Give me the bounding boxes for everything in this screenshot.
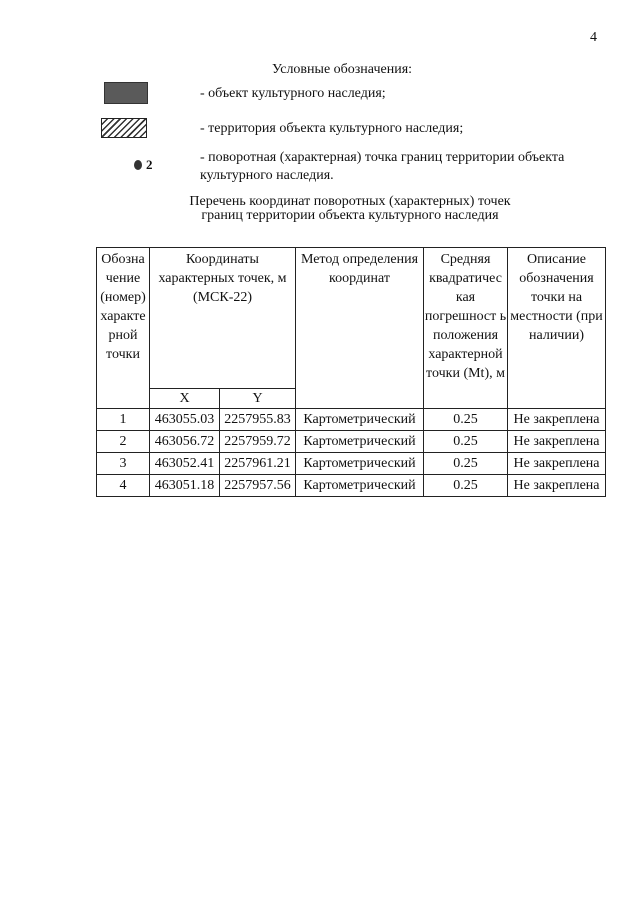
- cell-x: 463051.18: [150, 475, 220, 497]
- cell-error: 0.25: [424, 453, 508, 475]
- cell-y: 2257957.56: [220, 475, 296, 497]
- cell-y: 2257959.72: [220, 431, 296, 453]
- cell-method: Картометрический: [296, 431, 424, 453]
- table-row: [97, 475, 606, 497]
- header-error: Средняя квадратичес кая погрешност ь положения характерной точки (Mt), м: [424, 248, 508, 409]
- cell-description: Не закреплена: [508, 431, 606, 453]
- cell-method: Картометрический: [296, 409, 424, 431]
- table-row: [97, 409, 606, 431]
- cell-y: 2257961.21: [220, 453, 296, 475]
- cell-method: Картометрический: [296, 453, 424, 475]
- cell-y: 2257955.83: [220, 409, 296, 431]
- solid-fill-swatch-icon: [104, 82, 148, 104]
- cell-error: 0.25: [424, 409, 508, 431]
- cell-point-number: 2: [97, 431, 150, 453]
- legend-title: Условные обозначения:: [272, 62, 413, 77]
- list-title-line1: Перечень координат поворотных (характерных) точек: [189, 194, 511, 209]
- cell-description: Не закреплена: [508, 453, 606, 475]
- list-title: [100, 195, 600, 223]
- cell-description: Не закреплена: [508, 409, 606, 431]
- cell-x: 463056.72: [150, 431, 220, 453]
- cell-point-number: 4: [97, 475, 150, 497]
- point-marker-label: 2: [146, 157, 153, 172]
- cell-error: 0.25: [424, 475, 508, 497]
- table-row: [97, 453, 606, 475]
- hatched-swatch-icon: [101, 118, 147, 138]
- legend-text-point: [200, 149, 610, 185]
- header-point: Обозна чение (номер) характе рной точки: [97, 248, 150, 409]
- coordinates-table: [96, 247, 606, 497]
- cell-x: 463055.03: [150, 409, 220, 431]
- cell-description: Не закреплена: [508, 475, 606, 497]
- legend-text-territory: - территория объекта культурного наследия;: [200, 121, 464, 136]
- page-number: 4: [590, 30, 597, 45]
- cell-point-number: 3: [97, 453, 150, 475]
- point-marker-icon: [134, 157, 153, 173]
- header-coordinates: Координаты характерных точек, м (МСК-22): [150, 248, 296, 389]
- table-row: [97, 431, 606, 453]
- header-y: Y: [220, 389, 296, 409]
- legend-text-object: - объект культурного наследия;: [200, 86, 386, 101]
- point-dot-icon: [134, 160, 142, 170]
- header-method: Метод определения координат: [296, 248, 424, 409]
- cell-error: 0.25: [424, 431, 508, 453]
- header-x: X: [150, 389, 220, 409]
- legend-text-point-line2: культурного наследия.: [200, 168, 334, 183]
- legend-text-point-line1: - поворотная (характерная) точка границ территории объекта: [200, 150, 565, 165]
- cell-point-number: 1: [97, 409, 150, 431]
- header-description: Описание обозначения точки на местности (при наличии): [508, 248, 606, 409]
- list-title-line2: границ территории объекта культурного наследия: [201, 208, 499, 223]
- cell-method: Картометрический: [296, 475, 424, 497]
- cell-x: 463052.41: [150, 453, 220, 475]
